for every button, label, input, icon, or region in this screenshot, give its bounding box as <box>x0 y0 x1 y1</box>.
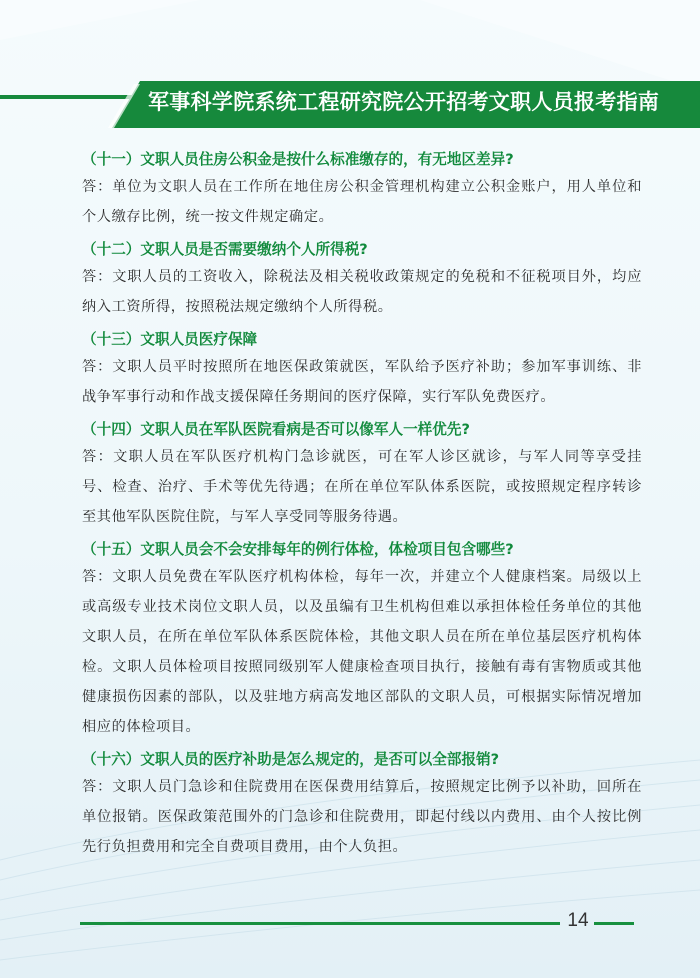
faq-item <box>82 537 642 742</box>
faq-answer: 答：文职人员免费在军队医疗机构体检，每年一次，并建立个人健康档案。局级以上或高级专业技术岗位文职人员，以及虽编有卫生机构但难以承担体检任务单位的其他文职人员，在所在单位军队体系医院体检，其他文职人员在所在单位基层医疗机构体检。文职人员体检项目按照同级别军人健康检查项目执行，接触有毒有害物质或其他健康损伤因素的部队，以及驻地方病高发地区部队的文职人员，可根据实际情况增加相应的体检项目。 <box>82 569 642 735</box>
faq-item <box>82 237 642 322</box>
faq-item <box>82 147 642 232</box>
faq-item <box>82 417 642 532</box>
faq-list <box>82 147 642 867</box>
faq-answer: 答：文职人员平时按照所在地医保政策就医，军队给予医疗补助；参加军事训练、非战争军事行动和作战支援保障任务期间的医疗保障，实行军队免费医疗。 <box>82 359 642 405</box>
faq-answer: 答：文职人员的工资收入，除税法及相关税收政策规定的免税和不征税项目外，均应纳入工资所得，按照税法规定缴纳个人所得税。 <box>82 269 642 315</box>
faq-question: （十三）文职人员医疗保障 <box>82 331 258 348</box>
faq-question: （十五）文职人员会不会安排每年的例行体检，体检项目包含哪些? <box>82 541 514 558</box>
faq-item <box>82 327 642 412</box>
faq-item <box>82 747 642 862</box>
footer-divider-end <box>594 922 634 925</box>
faq-answer: 答：单位为文职人员在工作所在地住房公积金管理机构建立公积金账户，用人单位和个人缴存比例，统一按文件规定确定。 <box>82 179 642 225</box>
page-header-title: 军事科学院系统工程研究院公开招考文职人员报考指南 <box>148 90 660 114</box>
footer-divider <box>80 922 560 925</box>
faq-answer: 答：文职人员在军队医疗机构门急诊就医，可在军人诊区就诊，与军人同等享受挂号、检查、治疗、手术等优先待遇；在所在单位军队体系医院，或按照规定程序转诊至其他军队医院住院，与军人享受同等服务待遇。 <box>82 449 642 525</box>
page-number: 14 <box>567 910 589 931</box>
faq-question: （十二）文职人员是否需要缴纳个人所得税? <box>82 241 368 258</box>
faq-question: （十一）文职人员住房公积金是按什么标准缴存的，有无地区差异? <box>82 151 514 168</box>
faq-answer: 答：文职人员门急诊和住院费用在医保费用结算后，按照规定比例予以补助，回所在单位报销。医保政策范围外的门急诊和住院费用，即起付线以内费用、由个人按比例先行负担费用和完全自费项目费用，由个人负担。 <box>82 779 642 855</box>
faq-question: （十四）文职人员在军队医院看病是否可以像军人一样优先? <box>82 421 470 438</box>
faq-question: （十六）文职人员的医疗补助是怎么规定的，是否可以全部报销? <box>82 751 500 768</box>
